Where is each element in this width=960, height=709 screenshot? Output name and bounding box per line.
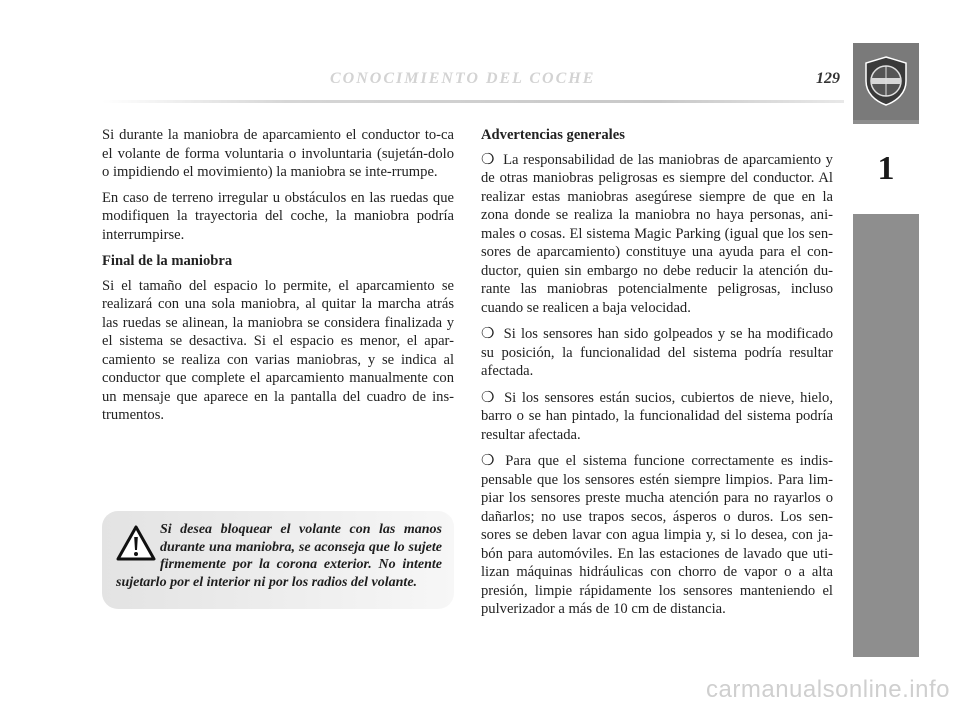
header-rule bbox=[102, 100, 844, 103]
page-number: 129 bbox=[816, 70, 840, 87]
warning-triangle-icon bbox=[116, 525, 156, 561]
bullet-text: Si los sensores han sido golpeados y se ha modificado su posición, la funcionalidad del sistema podría resultar afectada. bbox=[481, 326, 833, 379]
bullet-marker: ❍ bbox=[481, 389, 495, 406]
paragraph: En caso de terreno irregular u obstáculos en las ruedas que modifiquen la trayectoria del coche, la maniobra podría interrumpirse. bbox=[102, 189, 454, 243]
warning-text: Si desea bloquear el volante con las manos durante una maniobra, se aconseja que lo sujete firmemente por la corona exterior. No intente sujetarlo por el interior ni por los radios del volante. bbox=[116, 522, 442, 590]
left-column bbox=[102, 126, 454, 432]
chapter-number: 1 bbox=[877, 150, 895, 187]
running-header: CONOCIMIENTO DEL COCHE bbox=[330, 70, 596, 87]
section-heading: Final de la maniobra bbox=[102, 253, 233, 269]
bullet-marker: ❍ bbox=[481, 326, 495, 342]
bullet-item bbox=[481, 452, 833, 619]
bullet-item bbox=[481, 389, 833, 445]
side-tab-chapter bbox=[853, 124, 919, 214]
chapter-side-tab bbox=[853, 43, 919, 657]
bullet-text: Para que el sistema funcione correctamente es indis-pensable que los sensores estén siempre limpios. Para lim-piar los sensores preste mucha atención para no rayarlos o dañarlos; no use trapos secos, ásperos o duros. Los sen-sores se deben lavar con agua limpia y, si lo desea, con ja-bón para automóviles. En las estaciones de lavado que uti-lizan máquinas hidráulicas con chorro de vapor o a alta presión, limpie rápidamente los sensores manteniendo el pulverizador a más de 10 cm de distancia. bbox=[481, 453, 833, 617]
side-tab-head bbox=[853, 43, 919, 120]
section-heading: Advertencias generales bbox=[481, 127, 625, 143]
paragraph: Si el tamaño del espacio lo permite, el aparcamiento se realizará con una sola maniobra, al quitar la marcha atrás las ruedas se alinean, la maniobra se considera finalizada y el sistema se desactiva. Si el espacio es menor, el apar-camiento se realiza con varias maniobras, y se indica al conductor que complete el aparcamiento manualmente con un mensaje que aparece en la pantalla del cuadro de ins-trumentos. bbox=[102, 277, 454, 423]
warning-text-block bbox=[116, 521, 442, 591]
bullet-item bbox=[481, 151, 833, 318]
warning-icon-slot bbox=[116, 521, 160, 573]
bullet-text: Si los sensores están sucios, cubiertos de nieve, hielo, barro o se han pintado, la funcionalidad del sistema podría resultar afectada. bbox=[481, 389, 833, 443]
warning-box bbox=[102, 511, 454, 609]
right-column bbox=[481, 126, 833, 627]
bullet-marker: ❍ bbox=[481, 151, 495, 168]
bullet-text: La responsabilidad de las maniobras de aparcamiento y de otras maniobras peligrosas es siempre del conductor. Al realizar estas maniobras asegúrese siempre de que en la zona donde se realiza la maniobra no haya personas, ani-males o cosas. El sistema Magic Parking (igual que los sen-sores de aparcamiento) constituye una ayuda para el con-ductor, quien sin embargo no debe reducir la atención du-rante las maniobras potencialmente peligrosas, incluso cuando se realicen a baja velocidad. bbox=[481, 151, 833, 316]
bullet-marker: ❍ bbox=[481, 453, 495, 469]
watermark: carmanualsonline.info bbox=[706, 676, 950, 703]
lancia-shield-icon bbox=[862, 55, 910, 107]
paragraph: Si durante la maniobra de aparcamiento el conductor to-ca el volante de forma voluntaria o involuntaria (sujetán-dolo o impidiendo el movimiento) la maniobra se inte-rrumpe. bbox=[102, 127, 454, 180]
bullet-item bbox=[481, 325, 833, 381]
